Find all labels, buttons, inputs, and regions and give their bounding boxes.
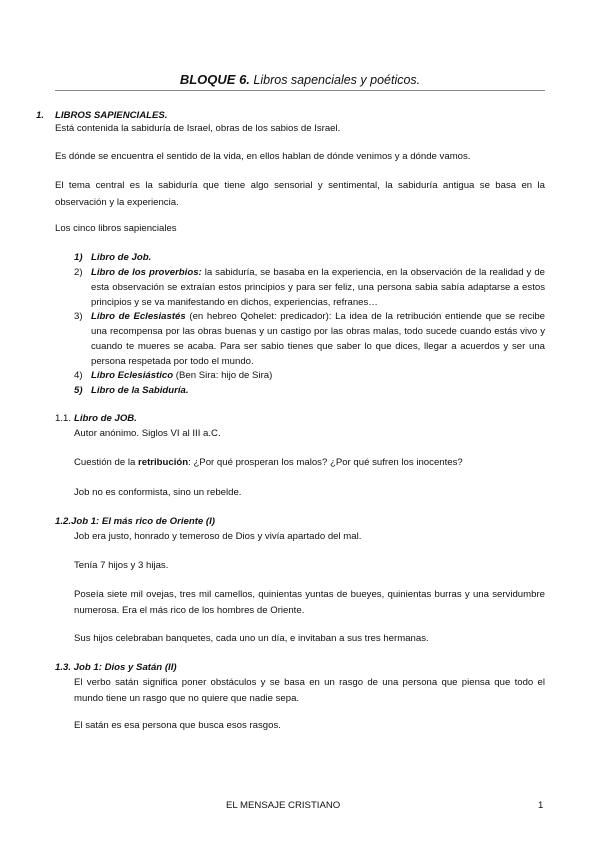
list-item-title: Libro Eclesiástico	[91, 370, 174, 381]
list-item	[91, 309, 545, 369]
page-number: 1	[538, 800, 544, 811]
bold-term: retribución	[138, 457, 189, 468]
section-1-paragraph: Está contenida la sabiduría de Israel, obras de los sabios de Israel.	[55, 123, 341, 134]
page-header	[55, 72, 545, 87]
paragraph-text: Cuestión de la	[74, 457, 138, 468]
section-1-number: 1.	[36, 110, 45, 121]
section-1-paragraph: Es dónde se encuentra el sentido de la vida, en ellos hablan de dónde venimos y a dónde vamos.	[55, 151, 471, 162]
section-1-paragraph: El tema central es la sabiduría que tiene algo sensorial y sentimental, la sabiduría antigua se basa en la observación y la experiencia.	[55, 180, 545, 208]
list-item-number: 3)	[74, 311, 83, 322]
list-item-number: 2)	[74, 267, 83, 278]
subsection-paragraph: Autor anónimo. Siglos VI al III a.C.	[74, 428, 221, 439]
paragraph-text: : ¿Por qué prosperan los malos? ¿Por qué sufren los inocentes?	[188, 457, 463, 468]
subsection-paragraph: El satán es esa persona que busca esos rasgos.	[74, 720, 281, 731]
footer-label: EL MENSAJE CRISTIANO	[226, 800, 341, 811]
list-item	[91, 383, 545, 398]
list-item	[91, 265, 545, 310]
subsection-paragraph: Job era justo, honrado y temeroso de Dios y vivía apartado del mal.	[74, 531, 362, 542]
list-item-number: 5)	[74, 385, 83, 396]
subsection-paragraph: Poseía siete mil ovejas, tres mil camellos, quinientas yuntas de bueyes, quinientas burras y una servidumbre numerosa. Era el más rico de los hombres de Oriente.	[74, 589, 545, 616]
subsection-title: 1.3. Job 1: Dios y Satán (II)	[55, 662, 177, 673]
subsection-title: Libro de JOB.	[74, 413, 137, 424]
header-title-rest: Libros sapenciales y poéticos.	[249, 73, 421, 87]
list-item-title: Libro de la Sabiduría.	[91, 385, 189, 396]
list-item-title: Libro de Job.	[91, 252, 152, 263]
list-item	[91, 368, 545, 383]
subsection-paragraph: Sus hijos celebraban banquetes, cada uno un día, e invitaban a sus tres hermanas.	[74, 633, 429, 644]
list-item-number: 4)	[74, 370, 83, 381]
subsection-paragraph: Job no es conformista, sino un rebelde.	[74, 487, 242, 498]
subsection-number: 1.1.	[55, 413, 72, 424]
list-item-title: Libro de los proverbios:	[91, 267, 202, 278]
list-item-text: (en hebreo Qohelet: predicador): La idea de la retribución entiende que se recibe una recompensa por las obras buenas y un castigo por las obras malas, todo sucede cuando estás vivo y cuando te mueres se acaba. Para ser sabio tienes que saber lo que dices, llegar a acuerdos y ser una persona respetada por todo el mundo.	[91, 311, 546, 367]
subsection-title: 1.2.Job 1: El más rico de Oriente (I)	[55, 516, 215, 527]
list-item-text: (Ben Sira: hijo de Sira)	[173, 370, 273, 381]
section-1-paragraph: Los cinco libros sapienciales	[55, 223, 177, 234]
list-item-title: Libro de Eclesiastés	[91, 311, 186, 322]
section-1-title: LIBROS SAPIENCIALES.	[55, 110, 168, 121]
list-item-number: 1)	[74, 252, 83, 263]
list-item-text: la sabiduría, se basaba en la experiencia, en la observación de la realidad y de esta observación se extraían estos principios y para ser feliz, una persona sabia sabía adaptarse a estos principios y se va manifestando en dichos, experiencias, refranes…	[91, 267, 545, 308]
header-title-bold: BLOQUE 6.	[179, 72, 250, 87]
subsection-paragraph: El verbo satán significa poner obstáculos y se basa en un rasgo de una persona que piensa que todo el mundo tiene un rasgo que no quiere que nadie sepa.	[74, 677, 545, 704]
subsection-paragraph	[74, 455, 463, 470]
list-item	[91, 250, 545, 265]
subsection-paragraph: Tenía 7 hijos y 3 hijas.	[74, 560, 169, 571]
header-rule	[55, 90, 545, 91]
